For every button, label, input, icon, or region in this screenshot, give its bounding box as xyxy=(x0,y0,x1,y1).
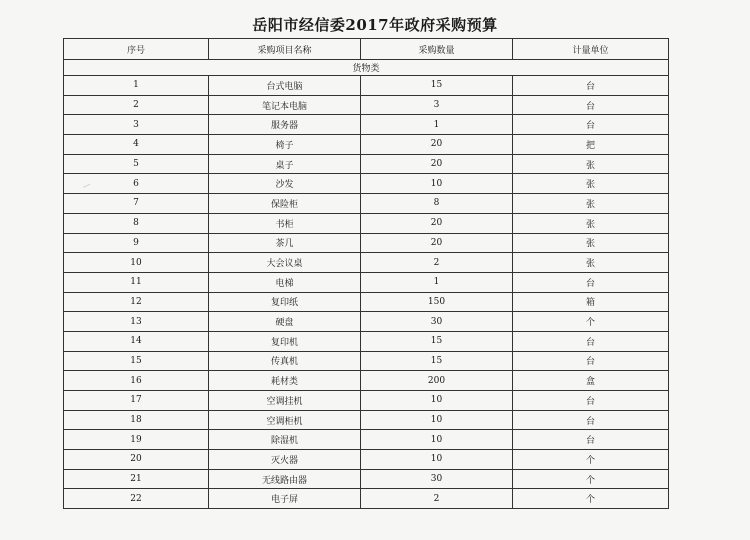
table-row xyxy=(64,95,669,115)
cell-quantity: 10 xyxy=(361,410,513,430)
cell-unit: 箱 xyxy=(513,292,669,312)
table-row xyxy=(64,312,669,332)
cell-item-name: 硬盘 xyxy=(209,312,361,332)
cell-serial: 19 xyxy=(64,430,209,450)
cell-unit: 个 xyxy=(513,489,669,509)
cell-item-name: 无线路由器 xyxy=(209,469,361,489)
cell-quantity: 3 xyxy=(361,95,513,115)
cell-item-name: 桌子 xyxy=(209,154,361,174)
cell-unit: 个 xyxy=(513,469,669,489)
cell-unit: 把 xyxy=(513,135,669,155)
cell-serial: 10 xyxy=(64,253,209,273)
section-row xyxy=(64,60,669,76)
cell-item-name: 大会议桌 xyxy=(209,253,361,273)
table-row xyxy=(64,135,669,155)
cell-item-name: 电子屏 xyxy=(209,489,361,509)
cell-quantity: 8 xyxy=(361,194,513,214)
table-row xyxy=(64,450,669,470)
cell-serial: 20 xyxy=(64,450,209,470)
table-row xyxy=(64,213,669,233)
cell-quantity: 15 xyxy=(361,351,513,371)
header-item-name: 采购项目名称 xyxy=(209,39,361,60)
cell-quantity: 15 xyxy=(361,331,513,351)
cell-serial: 3 xyxy=(64,115,209,135)
cell-unit: 张 xyxy=(513,194,669,214)
table-row xyxy=(64,469,669,489)
cell-item-name: 笔记本电脑 xyxy=(209,95,361,115)
cell-item-name: 椅子 xyxy=(209,135,361,155)
table-row xyxy=(64,233,669,253)
cell-quantity: 2 xyxy=(361,489,513,509)
cell-item-name: 沙发 xyxy=(209,174,361,194)
cell-item-name: 电梯 xyxy=(209,272,361,292)
cell-serial: 18 xyxy=(64,410,209,430)
cell-item-name: 空调柜机 xyxy=(209,410,361,430)
cell-serial: 5 xyxy=(64,154,209,174)
cell-quantity: 10 xyxy=(361,174,513,194)
table-row xyxy=(64,115,669,135)
cell-item-name: 空调挂机 xyxy=(209,391,361,411)
cell-serial: 16 xyxy=(64,371,209,391)
section-label: 货物类 xyxy=(64,60,669,76)
cell-quantity: 20 xyxy=(361,213,513,233)
cell-serial: 7 xyxy=(64,194,209,214)
cell-unit: 张 xyxy=(513,213,669,233)
cell-serial: 21 xyxy=(64,469,209,489)
table-row xyxy=(64,430,669,450)
table-row xyxy=(64,331,669,351)
cell-serial: 6 xyxy=(64,174,209,194)
cell-quantity: 20 xyxy=(361,135,513,155)
cell-item-name: 除湿机 xyxy=(209,430,361,450)
header-unit: 计量单位 xyxy=(513,39,669,60)
cell-serial: 15 xyxy=(64,351,209,371)
cell-unit: 台 xyxy=(513,430,669,450)
cell-unit: 张 xyxy=(513,233,669,253)
table-row xyxy=(64,154,669,174)
cell-item-name: 耗材类 xyxy=(209,371,361,391)
cell-serial: 2 xyxy=(64,95,209,115)
table-row xyxy=(64,410,669,430)
cell-item-name: 茶几 xyxy=(209,233,361,253)
document-title: 岳阳市经信委2017年政府采购预算 xyxy=(252,16,498,34)
cell-unit: 台 xyxy=(513,331,669,351)
table-row xyxy=(64,292,669,312)
cell-quantity: 20 xyxy=(361,154,513,174)
cell-item-name: 复印纸 xyxy=(209,292,361,312)
table-header-row xyxy=(64,39,669,60)
cell-unit: 张 xyxy=(513,154,669,174)
cell-item-name: 服务器 xyxy=(209,115,361,135)
cell-serial: 8 xyxy=(64,213,209,233)
cell-quantity: 30 xyxy=(361,312,513,332)
cell-quantity: 2 xyxy=(361,253,513,273)
header-serial: 序号 xyxy=(64,39,209,60)
cell-quantity: 10 xyxy=(361,391,513,411)
cell-quantity: 1 xyxy=(361,115,513,135)
cell-unit: 盒 xyxy=(513,371,669,391)
cell-quantity: 20 xyxy=(361,233,513,253)
cell-unit: 台 xyxy=(513,272,669,292)
cell-serial: 4 xyxy=(64,135,209,155)
cell-serial: 14 xyxy=(64,331,209,351)
cell-serial: 22 xyxy=(64,489,209,509)
cell-serial: 11 xyxy=(64,272,209,292)
cell-quantity: 10 xyxy=(361,430,513,450)
header-quantity: 采购数量 xyxy=(361,39,513,60)
cell-quantity: 1 xyxy=(361,272,513,292)
cell-serial: 9 xyxy=(64,233,209,253)
cell-quantity: 200 xyxy=(361,371,513,391)
cell-item-name: 灭火器 xyxy=(209,450,361,470)
cell-serial: 12 xyxy=(64,292,209,312)
cell-quantity: 150 xyxy=(361,292,513,312)
procurement-table xyxy=(63,38,669,509)
cell-quantity: 30 xyxy=(361,469,513,489)
cell-unit: 台 xyxy=(513,410,669,430)
cell-unit: 台 xyxy=(513,351,669,371)
table-row xyxy=(64,351,669,371)
cell-item-name: 复印机 xyxy=(209,331,361,351)
cell-item-name: 书柜 xyxy=(209,213,361,233)
cell-unit: 个 xyxy=(513,312,669,332)
cell-serial: 17 xyxy=(64,391,209,411)
cell-unit: 个 xyxy=(513,450,669,470)
table-row xyxy=(64,194,669,214)
cell-quantity: 10 xyxy=(361,450,513,470)
cell-unit: 张 xyxy=(513,253,669,273)
cell-unit: 台 xyxy=(513,115,669,135)
cell-serial: 13 xyxy=(64,312,209,332)
cell-item-name: 保险柜 xyxy=(209,194,361,214)
cell-item-name: 台式电脑 xyxy=(209,76,361,96)
table-row xyxy=(64,391,669,411)
table-row xyxy=(64,253,669,273)
table-row xyxy=(64,371,669,391)
cell-quantity: 15 xyxy=(361,76,513,96)
cell-unit: 张 xyxy=(513,174,669,194)
cell-unit: 台 xyxy=(513,95,669,115)
table-row xyxy=(64,174,669,194)
table-row xyxy=(64,489,669,509)
cell-serial: 1 xyxy=(64,76,209,96)
table-row xyxy=(64,272,669,292)
cell-unit: 台 xyxy=(513,76,669,96)
cell-item-name: 传真机 xyxy=(209,351,361,371)
table-row xyxy=(64,76,669,96)
cell-unit: 台 xyxy=(513,391,669,411)
